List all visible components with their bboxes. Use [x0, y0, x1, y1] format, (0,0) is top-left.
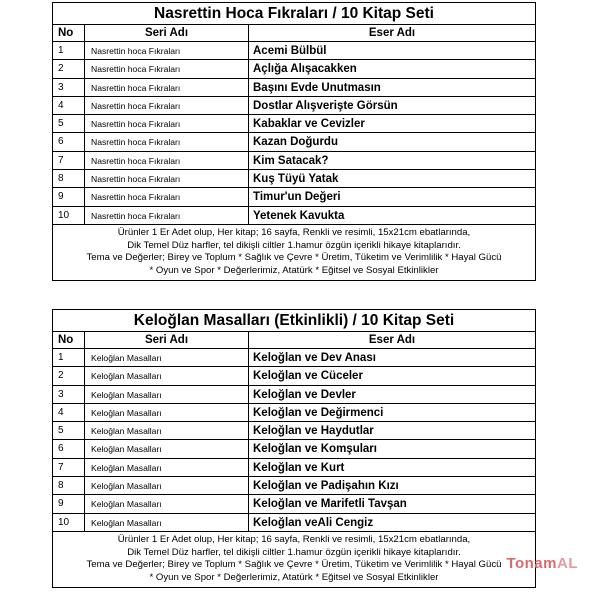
cell-eser-adi: Kabaklar ve Cevizler	[253, 118, 365, 131]
cell-eser-adi: Başını Evde Unutmasın	[253, 81, 381, 94]
table-row	[53, 404, 535, 422]
cell-no: 5	[53, 422, 85, 439]
cell-eser-adi: Açlığa Alışacakken	[253, 63, 357, 76]
cell-no: 9	[53, 188, 85, 205]
table-body	[53, 42, 535, 225]
cell-eser-adi: Keloğlan ve Cüceler	[253, 370, 363, 383]
description-line: Tema ve Değerler; Birey ve Toplum * Sağlık ve Çevre * Üretim, Tüketim ve Verimlilik * Hayal Gücü	[86, 252, 502, 264]
cell-no: 1	[53, 349, 85, 366]
table-row	[53, 79, 535, 97]
cell-eser-adi: Kazan Doğurdu	[253, 136, 338, 149]
table-row	[53, 60, 535, 78]
cell-seri-adi: Keloğlan Masalları	[85, 404, 249, 421]
cell-eser-adi: Keloğlan veAli Cengiz	[253, 516, 374, 529]
cell-seri-adi: Nasrettin hoca Fıkraları	[85, 152, 249, 169]
cell-no: 7	[53, 152, 85, 169]
watermark-text-part1: Tonam	[506, 555, 557, 572]
table-row	[53, 440, 535, 458]
cell-seri-adi: Keloğlan Masalları	[85, 440, 249, 457]
keloglan-table	[52, 309, 536, 588]
cell-seri-adi: Keloğlan Masalları	[85, 422, 249, 439]
cell-seri-adi: Nasrettin hoca Fıkraları	[85, 133, 249, 150]
header-eser-adi: Eser Adı	[368, 334, 416, 346]
cell-no: 6	[53, 133, 85, 150]
table-row	[53, 422, 535, 440]
header-seri-adi: Seri Adı	[85, 25, 249, 41]
watermark-text-part2: AL	[557, 555, 578, 572]
cell-eser-adi: Keloğlan ve Haydutlar	[253, 425, 374, 438]
table-row	[53, 133, 535, 151]
cell-eser-adi: Keloğlan ve Komşuları	[253, 443, 377, 456]
cell-seri-adi: Keloğlan Masalları	[85, 514, 249, 531]
cell-no: 8	[53, 170, 85, 187]
header-no: No	[53, 25, 85, 41]
cell-seri-adi: Nasrettin hoca Fıkraları	[85, 79, 249, 96]
description-line: Dik Temel Düz harfler, tel dikişli ciltler 1.hamur özgün içerikli hikaye kitaplarıdır.	[127, 239, 461, 251]
description-line: Ürünler 1 Er Adet olup, Her kitap; 16 sayfa, Renkli ve resimli, 15x21cm ebatlarında,	[117, 533, 471, 545]
product-description	[53, 225, 535, 280]
table-header-row	[53, 332, 535, 349]
cell-eser-adi: Keloğlan ve Dev Anası	[253, 352, 376, 364]
cell-seri-adi: Keloğlan Masalları	[85, 349, 249, 366]
table-row	[53, 514, 535, 532]
description-line: Dik Temel Düz harfler, tel dikişli ciltler 1.hamur özgün içerikli hikaye kitaplarıdır.	[127, 546, 461, 558]
cell-eser-adi: Keloğlan ve Devler	[253, 388, 356, 401]
cell-eser-adi: Keloğlan ve Değirmenci	[253, 406, 384, 419]
cell-seri-adi: Nasrettin hoca Fıkraları	[85, 42, 249, 59]
cell-seri-adi: Nasrettin hoca Fıkraları	[85, 188, 249, 205]
table-row	[53, 207, 535, 225]
cell-no: 1	[53, 42, 85, 59]
cell-no: 3	[53, 386, 85, 403]
table-row	[53, 97, 535, 115]
table-row	[53, 459, 535, 477]
table-row	[53, 115, 535, 133]
cell-seri-adi: Nasrettin hoca Fıkraları	[85, 97, 249, 114]
table-row	[53, 386, 535, 404]
table-row	[53, 367, 535, 385]
cell-seri-adi: Nasrettin hoca Fıkraları	[85, 170, 249, 187]
cell-seri-adi: Nasrettin hoca Fıkraları	[85, 115, 249, 132]
description-line: * Oyun ve Spor * Değerlerimiz, Atatürk * Eğitsel ve Sosyal Etkinlikler	[149, 571, 439, 583]
cell-seri-adi: Nasrettin hoca Fıkraları	[85, 207, 249, 224]
cell-no: 2	[53, 367, 85, 384]
header-seri-adi: Seri Adı	[85, 332, 249, 348]
product-description	[53, 532, 535, 587]
cell-seri-adi: Keloğlan Masalları	[85, 495, 249, 512]
cell-no: 2	[53, 60, 85, 77]
cell-eser-adi: Timur'un Değeri	[253, 191, 341, 204]
table-row	[53, 188, 535, 206]
cell-seri-adi: Keloğlan Masalları	[85, 386, 249, 403]
header-eser-adi: Eser Adı	[368, 27, 416, 39]
table-row	[53, 477, 535, 495]
header-no: No	[53, 332, 85, 348]
description-line: Tema ve Değerler; Birey ve Toplum * Sağlık ve Çevre * Üretim, Tüketim ve Verimlilik * Hayal Gücü	[86, 559, 502, 571]
cell-eser-adi: Yetenek Kavukta	[253, 209, 345, 222]
brand-watermark-logo	[506, 555, 578, 572]
table-title: Nasrettin Hoca Fıkraları / 10 Kitap Seti	[53, 3, 535, 25]
nasrettin-hoca-table	[52, 2, 536, 281]
cell-eser-adi: Keloğlan ve Padişahın Kızı	[253, 480, 399, 493]
table-header-row	[53, 25, 535, 42]
table-row	[53, 42, 535, 60]
table-title: Keloğlan Masalları (Etkinlikli) / 10 Kitap Seti	[53, 310, 535, 332]
cell-eser-adi: Keloğlan ve Kurt	[253, 461, 345, 474]
cell-no: 4	[53, 404, 85, 421]
table-row	[53, 152, 535, 170]
cell-seri-adi: Keloğlan Masalları	[85, 367, 249, 384]
cell-seri-adi: Keloğlan Masalları	[85, 477, 249, 494]
cell-no: 6	[53, 440, 85, 457]
cell-no: 3	[53, 79, 85, 96]
description-line: Ürünler 1 Er Adet olup, Her kitap; 16 sayfa, Renkli ve resimli, 15x21cm ebatlarında,	[117, 226, 471, 238]
cell-eser-adi: Kuş Tüyü Yatak	[253, 173, 339, 186]
table-row	[53, 349, 535, 367]
description-line: * Oyun ve Spor * Değerlerimiz, Atatürk * Eğitsel ve Sosyal Etkinlikler	[149, 264, 439, 276]
table-row	[53, 495, 535, 513]
cell-eser-adi: Kim Satacak?	[253, 154, 329, 167]
cell-no: 10	[53, 207, 85, 224]
cell-seri-adi: Nasrettin hoca Fıkraları	[85, 60, 249, 77]
cell-no: 10	[53, 514, 85, 531]
cell-no: 8	[53, 477, 85, 494]
table-body	[53, 349, 535, 532]
table-row	[53, 170, 535, 188]
cell-eser-adi: Acemi Bülbül	[253, 45, 327, 57]
cell-no: 5	[53, 115, 85, 132]
cell-eser-adi: Keloğlan ve Marifetli Tavşan	[253, 498, 407, 511]
cell-seri-adi: Keloğlan Masalları	[85, 459, 249, 476]
cell-no: 4	[53, 97, 85, 114]
cell-no: 9	[53, 495, 85, 512]
cell-eser-adi: Dostlar Alışverişte Görsün	[253, 99, 398, 112]
cell-no: 7	[53, 459, 85, 476]
